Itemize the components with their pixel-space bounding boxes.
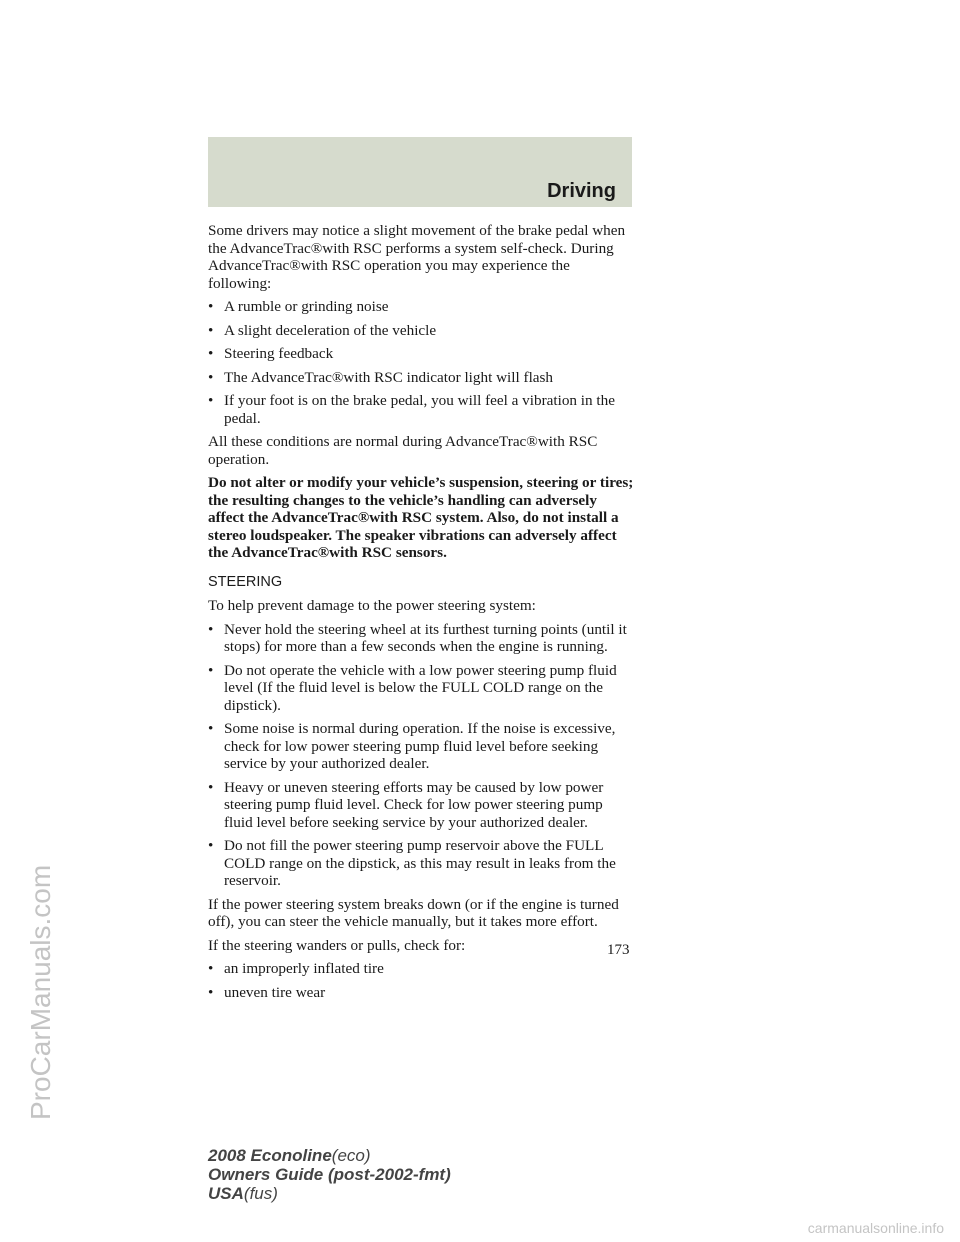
steering-tips-list <box>208 621 634 890</box>
steering-heading: STEERING <box>208 573 283 590</box>
bullet-icon: • <box>208 778 214 796</box>
list-item: • Do not fill the power steering pump reservoir above the FULL COLD range on the dipstick, as this may result in leaks from the reservoir. <box>208 837 616 889</box>
list-item: • Steering feedback <box>208 345 334 362</box>
footer-guide: Owners Guide (post-2002-fmt) <box>208 1165 451 1184</box>
bullet-icon: • <box>208 321 214 339</box>
steering-intro: To help prevent damage to the power steering system: <box>208 597 536 614</box>
footer-region-line <box>208 1184 451 1203</box>
section-header-band <box>208 137 632 207</box>
bullet-icon: • <box>208 368 214 386</box>
section-title: Driving <box>547 180 616 202</box>
warning-paragraph: Do not alter or modify your vehicle’s suspension, steering or tires; the resulting changes to the vehicle’s handling can adversely affect the AdvanceTrac®with RSC system. Also, do not install a stereo loudspeaker. The speaker vibrations can adversely affect the AdvanceTrac®with RSC sensors. <box>208 474 634 561</box>
bullet-icon: • <box>208 620 214 638</box>
document-footer <box>208 1146 451 1203</box>
effects-list <box>208 298 634 427</box>
page-number: 173 <box>607 942 630 958</box>
wander-checks-list <box>208 960 634 1001</box>
list-item: • Heavy or uneven steering efforts may be caused by low power steering pump fluid level. Check for low power steering pump fluid level before seeking service by your authorized dealer. <box>208 778 604 831</box>
list-item: • Never hold the steering wheel at its furthest turning points (until it stops) for more than a few seconds when the engine is running. <box>208 620 627 655</box>
footer-model-code: (eco) <box>331 1146 371 1165</box>
list-item: • A slight deceleration of the vehicle <box>208 321 437 339</box>
bullet-icon: • <box>208 960 214 977</box>
list-item: • If your foot is on the brake pedal, you will feel a vibration in the pedal. <box>208 392 615 427</box>
footer-model: 2008 Econoline <box>208 1146 332 1165</box>
bullet-icon: • <box>208 720 214 737</box>
normal-note: All these conditions are normal during AdvanceTrac®with RSC operation. <box>208 433 598 468</box>
breakdown-paragraph: If the power steering system breaks down (or if the engine is turned off), you can steer the vehicle manually, but it takes more effort. <box>208 895 619 930</box>
wander-intro: If the steering wanders or pulls, check for: <box>208 936 466 954</box>
bullet-icon: • <box>208 661 214 679</box>
site-watermark: carmanualsonline.info <box>807 1220 944 1236</box>
side-watermark: ProCarManuals.com <box>25 864 56 1120</box>
bullet-icon: • <box>208 983 214 1001</box>
bullet-icon: • <box>208 345 214 362</box>
list-item: • an improperly inflated tire <box>208 960 384 977</box>
list-item: • uneven tire wear <box>208 983 326 1001</box>
footer-region: USA <box>208 1184 244 1203</box>
list-item: • A rumble or grinding noise <box>208 298 389 315</box>
bullet-icon: • <box>208 298 214 315</box>
list-item: • Do not operate the vehicle with a low power steering pump fluid level (If the fluid level is below the FULL COLD range on the dipstick). <box>208 661 617 714</box>
list-item: • The AdvanceTrac®with RSC indicator light will flash <box>208 368 554 386</box>
intro-paragraph: Some drivers may notice a slight movement of the brake pedal when the AdvanceTrac®with RSC performs a system self-check. During AdvanceTrac®with RSC operation you may experience the following: <box>208 222 626 292</box>
page-content <box>208 222 634 1007</box>
list-item: • Some noise is normal during operation. If the noise is excessive, check for low power steering pump fluid level before seeking service by your authorized dealer. <box>208 720 616 772</box>
footer-region-code: (fus) <box>243 1184 278 1203</box>
bullet-icon: • <box>208 392 214 409</box>
footer-model-line <box>208 1146 451 1165</box>
bullet-icon: • <box>208 837 214 854</box>
